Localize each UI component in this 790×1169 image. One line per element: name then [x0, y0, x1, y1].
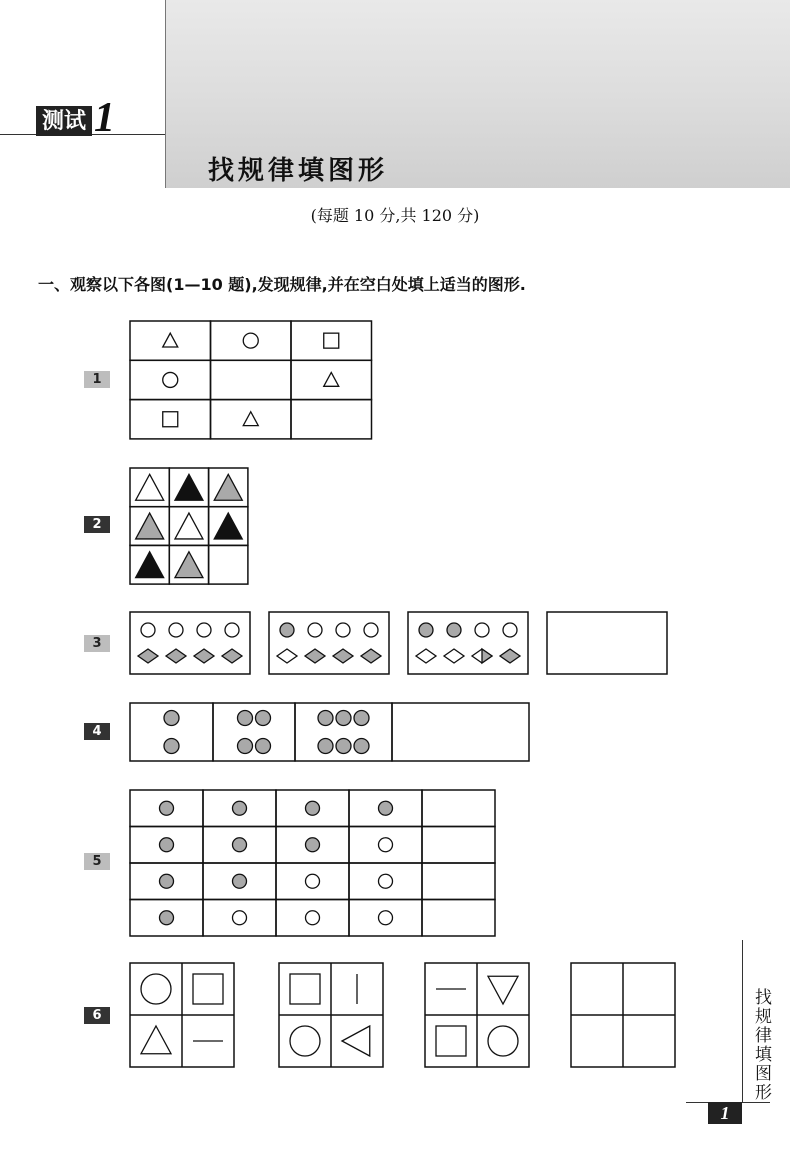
q3-circle-gray-icon — [419, 623, 433, 637]
q2-triangle-white-icon — [136, 474, 164, 500]
question-number-2: 2 — [84, 516, 110, 533]
q4-dot-icon — [164, 739, 179, 754]
q1-circle-icon — [243, 333, 258, 348]
q5-dot-gray-icon — [233, 874, 247, 888]
q3-circle-white-icon — [169, 623, 183, 637]
q3-diamond-gray-icon — [138, 649, 158, 663]
question-4-figure — [129, 702, 531, 762]
q3-answer-box — [547, 612, 667, 674]
side-chapter-tab — [742, 940, 771, 1102]
q5-dot-white-icon — [306, 874, 320, 888]
q1-triangle-icon — [243, 412, 258, 426]
q2-triangle-gray-icon — [214, 474, 242, 500]
q3-circle-white-icon — [197, 623, 211, 637]
q4-dot-icon — [354, 739, 369, 754]
q5-answer-cell — [422, 790, 495, 827]
q3-circle-white-icon — [141, 623, 155, 637]
q6-triangle-left-icon — [342, 1026, 370, 1056]
q3-box — [269, 612, 389, 674]
q6-square-icon — [193, 974, 223, 1004]
q3-diamond-white-icon — [277, 649, 297, 663]
q3-circle-white-icon — [225, 623, 239, 637]
page-number: 1 — [708, 1102, 742, 1124]
test-badge — [36, 95, 116, 141]
q6-square-icon — [436, 1026, 466, 1056]
q2-cell — [209, 545, 248, 584]
question-6-figure — [129, 962, 679, 1070]
question-5-figure — [129, 789, 497, 937]
q5-dot-gray-icon — [160, 874, 174, 888]
question-number-5: 5 — [84, 853, 110, 870]
q4-dot-icon — [238, 739, 253, 754]
q4-dot-icon — [256, 739, 271, 754]
q5-dot-gray-icon — [160, 911, 174, 925]
q5-dot-gray-icon — [233, 801, 247, 815]
q4-dot-icon — [164, 711, 179, 726]
q3-box — [408, 612, 528, 674]
q5-answer-cell — [422, 863, 495, 900]
q5-dot-gray-icon — [160, 838, 174, 852]
question-number-6: 6 — [84, 1007, 110, 1024]
q1-triangle-icon — [324, 372, 339, 386]
q5-dot-white-icon — [233, 911, 247, 925]
q2-triangle-gray-icon — [175, 552, 203, 578]
q4-answer-cell — [392, 703, 529, 761]
q4-dot-icon — [256, 711, 271, 726]
q5-dot-gray-icon — [306, 838, 320, 852]
q3-diamond-gray-icon — [222, 649, 242, 663]
q3-diamond-gray-icon — [500, 649, 520, 663]
q5-answer-cell — [422, 827, 495, 864]
q1-square-icon — [163, 412, 178, 427]
q5-dot-white-icon — [306, 911, 320, 925]
question-number-3: 3 — [84, 635, 110, 652]
q3-circle-gray-icon — [447, 623, 461, 637]
test-number: 1 — [94, 95, 116, 141]
q6-circle-icon — [141, 974, 171, 1004]
test-label: 测试 — [36, 106, 92, 136]
q5-dot-white-icon — [379, 911, 393, 925]
q5-dot-white-icon — [379, 838, 393, 852]
question-1-figure — [129, 320, 371, 440]
page-title: 找规律填图形 — [208, 156, 389, 186]
q2-triangle-black-icon — [214, 513, 242, 539]
q4-dot-icon — [238, 711, 253, 726]
q3-circle-white-icon — [475, 623, 489, 637]
q5-dot-gray-icon — [160, 801, 174, 815]
q4-dot-icon — [354, 711, 369, 726]
q6-circle-icon — [290, 1026, 320, 1056]
q3-diamond-half-fill — [482, 649, 492, 663]
q3-diamond-white-icon — [416, 649, 436, 663]
q1-square-icon — [324, 333, 339, 348]
q3-diamond-gray-icon — [305, 649, 325, 663]
header-divider — [165, 0, 166, 188]
question-number-4: 4 — [84, 723, 110, 740]
q3-circle-white-icon — [336, 623, 350, 637]
q4-dot-icon — [318, 739, 333, 754]
q3-circle-gray-icon — [280, 623, 294, 637]
q2-triangle-white-icon — [175, 513, 203, 539]
q2-triangle-gray-icon — [136, 513, 164, 539]
q5-dot-gray-icon — [379, 801, 393, 815]
q1-cell — [211, 360, 292, 399]
q3-circle-white-icon — [503, 623, 517, 637]
q3-diamond-white-icon — [444, 649, 464, 663]
question-2-figure — [129, 467, 249, 585]
q4-dot-icon — [336, 711, 351, 726]
q1-triangle-icon — [163, 333, 178, 347]
question-number-1: 1 — [84, 371, 110, 388]
q3-diamond-gray-icon — [166, 649, 186, 663]
q1-cell — [291, 400, 372, 439]
q6-triangle-down-icon — [488, 976, 518, 1004]
q5-dot-gray-icon — [306, 801, 320, 815]
q4-dot-icon — [318, 711, 333, 726]
q3-box — [130, 612, 250, 674]
q2-triangle-black-icon — [136, 552, 164, 578]
q5-dot-gray-icon — [233, 838, 247, 852]
side-chapter-label: 找规律填图形 — [751, 988, 771, 1102]
q6-triangle-up-icon — [141, 1026, 171, 1054]
q3-circle-white-icon — [364, 623, 378, 637]
q3-diamond-gray-icon — [361, 649, 381, 663]
section-instruction: 一、观察以下各图(1—10 题),发现规律,并在空白处填上适当的图形. — [38, 275, 526, 294]
score-note: (每题 10 分,共 120 分) — [310, 206, 480, 225]
q4-dot-icon — [336, 739, 351, 754]
q5-dot-white-icon — [379, 874, 393, 888]
q6-square-icon — [290, 974, 320, 1004]
q4-cell — [213, 703, 295, 761]
q6-circle-icon — [488, 1026, 518, 1056]
q3-circle-white-icon — [308, 623, 322, 637]
q5-answer-cell — [422, 900, 495, 937]
q3-diamond-gray-icon — [333, 649, 353, 663]
q2-triangle-black-icon — [175, 474, 203, 500]
q1-circle-icon — [163, 372, 178, 387]
question-3-figure — [129, 611, 669, 675]
q3-diamond-gray-icon — [194, 649, 214, 663]
